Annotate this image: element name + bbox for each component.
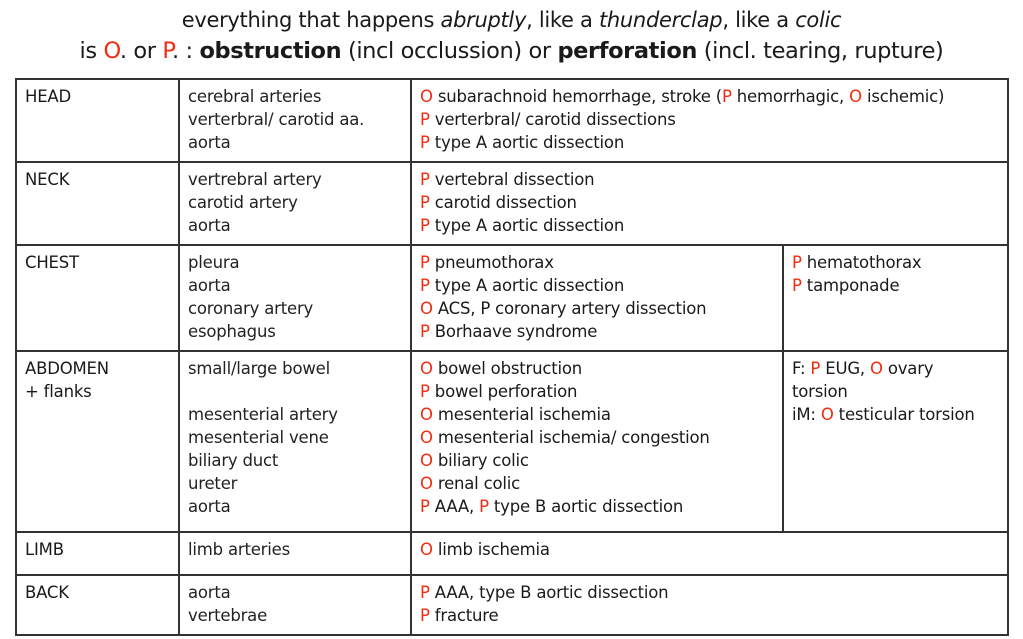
conditions-cell (411, 575, 1008, 635)
condition-line (420, 495, 774, 518)
perforation-marker: P (420, 253, 430, 272)
condition-line (420, 581, 999, 604)
table-row (16, 162, 1008, 245)
condition-line (792, 357, 999, 380)
structure-item: coronary artery (188, 299, 314, 318)
condition-text: AAA, type B aortic dissection (429, 583, 669, 602)
condition-text: fracture (429, 606, 499, 625)
region-label: + flanks (25, 382, 92, 401)
obstruction-marker: O (420, 451, 433, 470)
region-cell (16, 532, 179, 575)
title-segment: (incl. tearing, rupture) (697, 38, 944, 64)
structure-item: mesenterial artery (188, 405, 338, 424)
condition-text: vertebral dissection (429, 170, 595, 189)
perforation-marker: P (792, 276, 802, 295)
perforation-marker: P (420, 133, 430, 152)
structures-cell (179, 79, 411, 162)
structures-cell (179, 245, 411, 351)
region-label: CHEST (25, 253, 79, 272)
condition-line (420, 297, 774, 320)
condition-text: torsion (792, 382, 848, 401)
title-segment: , like a (526, 8, 599, 32)
obstruction-marker: O (420, 540, 433, 559)
perforation-marker: P (722, 87, 732, 106)
region-cell (16, 79, 179, 162)
title-segment: abruptly (440, 8, 527, 32)
perforation-marker: P (420, 497, 430, 516)
condition-text: verterbral/ carotid dissections (429, 110, 676, 129)
obstruction-marker: O (420, 87, 433, 106)
condition-text: ovary (882, 359, 934, 378)
condition-line (420, 214, 999, 237)
condition-text: ACS, P coronary artery dissection (432, 299, 707, 318)
region-label: LIMB (25, 540, 64, 559)
perforation-marker: P (420, 216, 430, 235)
conditions-cell (411, 245, 783, 351)
structure-item: vertrebral artery (188, 170, 322, 189)
perforation-marker: P (810, 359, 821, 378)
title-segment: obstruction (199, 38, 342, 64)
region-label: ABDOMEN (25, 359, 109, 378)
condition-line (792, 380, 999, 403)
structure-item: mesenterial vene (188, 428, 329, 447)
condition-text: F: (792, 359, 811, 378)
condition-text: mesenterial ischemia (432, 405, 611, 424)
red-letter-marker: P (162, 38, 173, 64)
perforation-marker: P (420, 110, 430, 129)
structures-cell (179, 162, 411, 245)
condition-line (420, 168, 999, 191)
condition-line (420, 320, 774, 343)
perforation-marker: P (420, 170, 430, 189)
condition-line (792, 251, 999, 274)
structures-cell (179, 532, 411, 575)
title-segment: , like a (722, 8, 796, 32)
structure-item (188, 380, 402, 403)
structure-item: verterbral/ carotid aa. (188, 110, 365, 129)
condition-line (420, 357, 774, 380)
structure-item: vertebrae (188, 606, 268, 625)
condition-text: hemorrhagic, (731, 87, 850, 106)
structure-item: aorta (188, 497, 231, 516)
condition-text: testicular torsion (833, 405, 975, 424)
obstruction-marker: O (420, 299, 433, 318)
condition-text: tamponade (801, 276, 900, 295)
region-label: BACK (25, 583, 69, 602)
red-letter-marker: O (103, 38, 120, 64)
conditions-cell (411, 532, 1008, 575)
title-segment: everything that happens (181, 8, 441, 32)
structure-item: ureter (188, 474, 238, 493)
obstruction-marker: O (849, 87, 862, 106)
extra-conditions-cell (783, 245, 1008, 351)
structure-item: carotid artery (188, 193, 298, 212)
condition-text: type A aortic dissection (429, 133, 625, 152)
perforation-marker: P (420, 583, 430, 602)
condition-line (420, 426, 774, 449)
region-label: HEAD (25, 87, 72, 106)
perforation-marker: P (792, 253, 802, 272)
table-row (16, 532, 1008, 575)
condition-text: AAA, (429, 497, 480, 516)
condition-text: Borhaave syndrome (429, 322, 598, 341)
structure-item: aorta (188, 133, 231, 152)
condition-line (420, 380, 774, 403)
conditions-cell (411, 351, 783, 532)
condition-text: type B aortic dissection (488, 497, 684, 516)
structure-item: aorta (188, 216, 231, 235)
title-line-2 (0, 38, 1023, 64)
conditions-cell (411, 79, 1008, 162)
obstruction-marker: O (420, 428, 433, 447)
title-segment: is (79, 38, 104, 64)
region-cell (16, 245, 179, 351)
title-segment: thunderclap (598, 8, 723, 32)
title-line-1 (0, 8, 1023, 32)
condition-line (420, 472, 774, 495)
condition-text: carotid dissection (429, 193, 577, 212)
condition-text: bowel perforation (429, 382, 578, 401)
structure-item: cerebral arteries (188, 87, 322, 106)
condition-line (420, 538, 999, 561)
condition-line (420, 274, 774, 297)
structure-item: aorta (188, 583, 231, 602)
obstruction-marker: O (820, 405, 834, 424)
condition-text: renal colic (432, 474, 521, 493)
condition-text: limb ischemia (432, 540, 550, 559)
abrupt-pain-table (15, 78, 1009, 636)
condition-text: biliary colic (432, 451, 529, 470)
table-row (16, 351, 1008, 532)
condition-line (792, 403, 999, 426)
structure-item: esophagus (188, 322, 276, 341)
perforation-marker: P (420, 382, 430, 401)
title-segment: . or (119, 38, 163, 64)
structure-item: aorta (188, 276, 231, 295)
condition-line (420, 604, 999, 627)
title-segment: . : (172, 38, 200, 64)
structure-item: pleura (188, 253, 240, 272)
obstruction-marker: O (420, 405, 433, 424)
structure-item: biliary duct (188, 451, 279, 470)
condition-text: bowel obstruction (432, 359, 583, 378)
region-label: NECK (25, 170, 70, 189)
table-row (16, 575, 1008, 635)
title-segment: perforation (557, 38, 698, 64)
condition-line (792, 274, 999, 297)
obstruction-marker: O (870, 359, 883, 378)
table-row (16, 245, 1008, 351)
title-segment: colic (795, 8, 842, 32)
condition-text: iM: (792, 405, 821, 424)
condition-line (420, 191, 999, 214)
condition-text: pneumothorax (429, 253, 554, 272)
structure-item: limb arteries (188, 540, 290, 559)
obstruction-marker: O (420, 474, 433, 493)
condition-text: hematothorax (801, 253, 922, 272)
condition-text: type A aortic dissection (429, 216, 625, 235)
condition-text: subarachnoid hemorrhage, stroke ( (432, 87, 722, 106)
title-segment: (incl occlussion) or (341, 38, 558, 64)
condition-line (420, 131, 999, 154)
obstruction-marker: O (420, 359, 433, 378)
condition-line (420, 85, 999, 108)
table-row (16, 79, 1008, 162)
conditions-cell (411, 162, 1008, 245)
condition-text: type A aortic dissection (429, 276, 625, 295)
condition-line (420, 251, 774, 274)
structures-cell (179, 575, 411, 635)
perforation-marker: P (420, 276, 430, 295)
perforation-marker: P (479, 497, 489, 516)
structure-item: small/large bowel (188, 359, 330, 378)
region-cell (16, 162, 179, 245)
condition-line (420, 403, 774, 426)
perforation-marker: P (420, 322, 430, 341)
perforation-marker: P (420, 606, 430, 625)
condition-text: mesenterial ischemia/ congestion (432, 428, 710, 447)
extra-conditions-cell (783, 351, 1008, 532)
condition-text: ischemic) (861, 87, 945, 106)
region-cell (16, 351, 179, 532)
region-cell (16, 575, 179, 635)
condition-text: EUG, (820, 359, 870, 378)
perforation-marker: P (420, 193, 430, 212)
structures-cell (179, 351, 411, 532)
condition-line (420, 108, 999, 131)
condition-line (420, 449, 774, 472)
